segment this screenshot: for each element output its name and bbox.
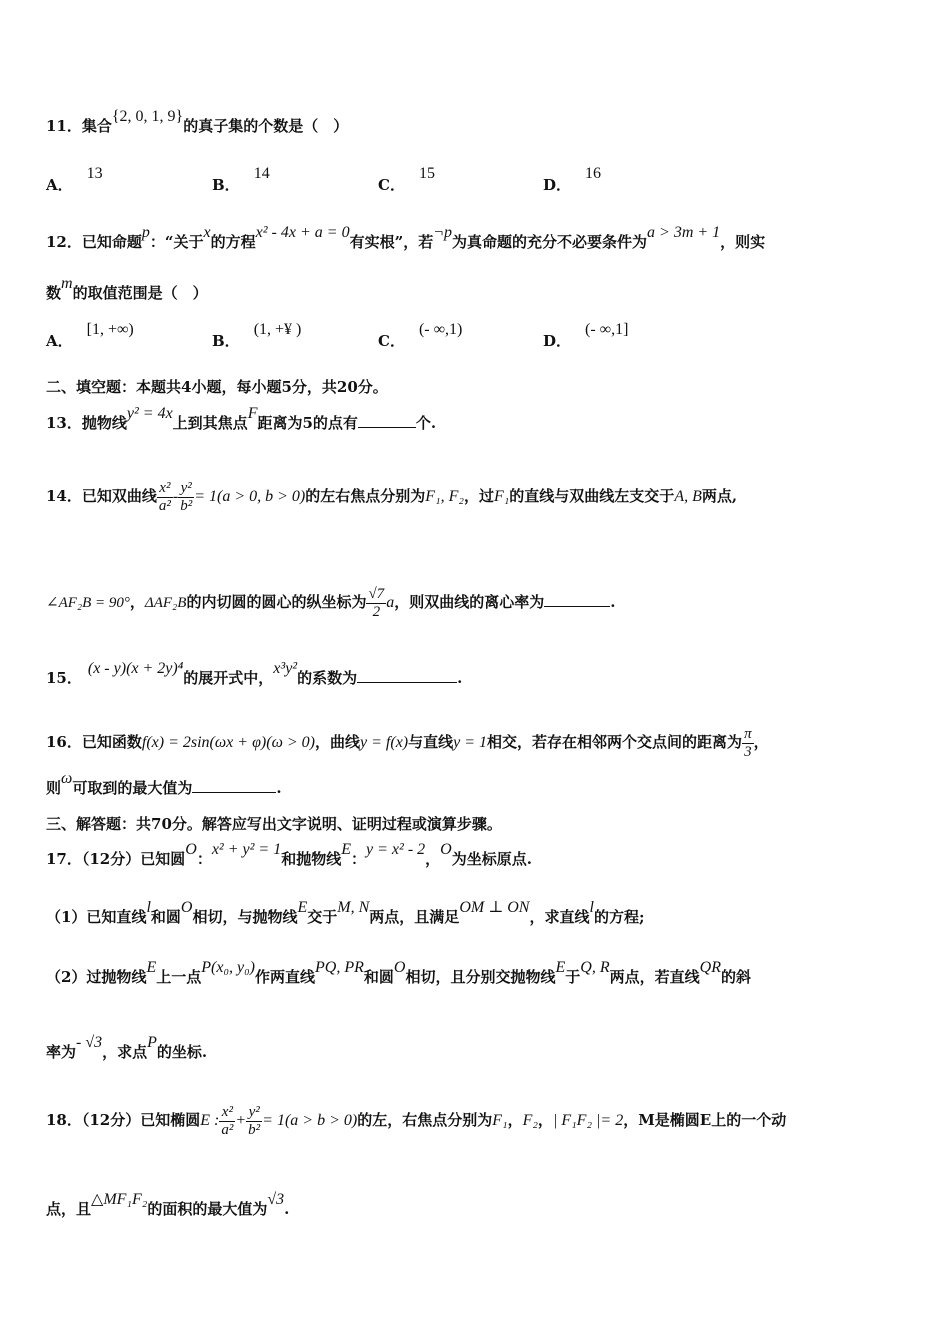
q11-option-c[interactable]: C．15 xyxy=(378,165,435,194)
question-13: 13．抛物线y² = 4x上到其焦点F距离为5的点有 个. xyxy=(46,405,437,432)
q17-circle-eq: x² + y² = 1 xyxy=(211,841,282,858)
q12-equation: x² - 4x + a = 0 xyxy=(255,224,350,241)
q15-expression: (x - y)(x + 2y)⁴ xyxy=(87,660,184,677)
section-fill-in-heading: 二、填空题：本题共4小题，每小题5分，共20分。 xyxy=(46,378,388,396)
q12-number: 12．已知命题 xyxy=(46,233,142,251)
q12-option-d[interactable]: D．(- ∞,1] xyxy=(543,321,629,350)
q12-condition: a > 3m + 1 xyxy=(647,224,721,241)
q11-set: {2, 0, 1, 9} xyxy=(111,108,184,125)
question-17: 17．（12分）已知圆O：x² + y² = 1和抛物线E：y = x² - 2，O为坐标原点. xyxy=(46,841,532,868)
question-17-part2: （2）过抛物线E上一点P(x₀, y₀)作两直线PQ, PR和圆O相切，且分别交抛物线E于Q, R两点，若直线QR的斜 xyxy=(46,959,751,986)
question-12: 12．已知命题p：“关于x的方程x² - 4x + a = 0有实根”，若¬p为真命题的充分不必要条件为a > 3m + 1，则实 xyxy=(46,224,766,251)
question-16: 16．已知函数f(x) = 2sin(ωx + φ)(ω > 0)，曲线y = f(x)与直线y = 1相交，若存在相邻两个交点间的距离为 $\frac{\pi}{3}$ ， xyxy=(46,725,769,760)
q11-option-a[interactable]: A．13 xyxy=(46,165,103,194)
question-18: 18．（12分）已知椭圆E : $\frac{\text{x²}}{\text{a²}}$ + $\frac{\text{y²}}{\text{b²}}$ = 1(a > b > 0)的左，右焦点分别为F₁，F₂，| F₁F₂ |= 2，M是椭圆E上的一个动 xyxy=(46,1103,787,1138)
question-15: 15．(x - y)(x + 2y)⁴的展开式中，x³y²的系数为 . xyxy=(46,660,463,687)
question-12-line2: 数m的取值范围是（ ） xyxy=(46,275,208,302)
question-14: 14．已知双曲线 $\frac{\text{x²}}{\text{a²}}$ - $\frac{\text{y²}}{\text{b²}}$ = 1(a > 0, b > 0)的左右焦点分别为F₁, F₂，过F₁的直线与双曲线左支交于A, B两点, xyxy=(46,479,738,514)
section-solutions-heading: 三、解答题：共70分。解答应写出文字说明、证明过程或演算步骤。 xyxy=(46,815,502,833)
q12-option-c[interactable]: C．(- ∞,1) xyxy=(378,321,463,350)
q11-text: 的真子集的个数是（ ） xyxy=(183,117,349,135)
q12-p: p xyxy=(141,224,150,241)
question-16-line2: 则ω可取到的最大值为 . xyxy=(46,770,282,797)
q14-answer-blank[interactable] xyxy=(544,592,610,607)
q11-number: 11．集合 xyxy=(46,117,112,135)
question-17-part2-line2: 率为- √3，求点P的坐标. xyxy=(46,1034,208,1061)
question-18-line2: 点，且△MF₁F₂的面积的最大值为√3. xyxy=(46,1191,290,1218)
q12-option-b[interactable]: B．(1, +¥ ) xyxy=(212,321,302,350)
q13-answer-blank[interactable] xyxy=(358,413,416,428)
q15-answer-blank[interactable] xyxy=(357,668,457,683)
question-11 xyxy=(46,108,910,137)
q12-option-a[interactable]: A．[1, +∞) xyxy=(46,321,134,350)
question-14-line2: ∠AF₂B = 90°，ΔAF₂B的内切圆的圆心的纵坐标为 $\frac{√7}{2}$ a，则双曲线的离心率为 . xyxy=(46,585,616,620)
q13-equation: y² = 4x xyxy=(126,405,173,422)
q11-option-d[interactable]: D．16 xyxy=(543,165,602,194)
q18-condition: = 1(a > b > 0) xyxy=(262,1112,358,1129)
question-17-part1: （1）已知直线l和圆O相切，与抛物线E交于M, N两点，且满足OM ⊥ ON，求直线l的方程; xyxy=(46,899,645,926)
q17-parabola-eq: y = x² - 2 xyxy=(366,841,426,858)
q16-function: f(x) = 2sin(ωx + φ)(ω > 0) xyxy=(141,734,315,751)
q16-answer-blank[interactable] xyxy=(192,778,276,793)
q14-condition: = 1(a > 0, b > 0) xyxy=(194,488,306,505)
q11-option-b[interactable]: B．14 xyxy=(212,165,270,194)
